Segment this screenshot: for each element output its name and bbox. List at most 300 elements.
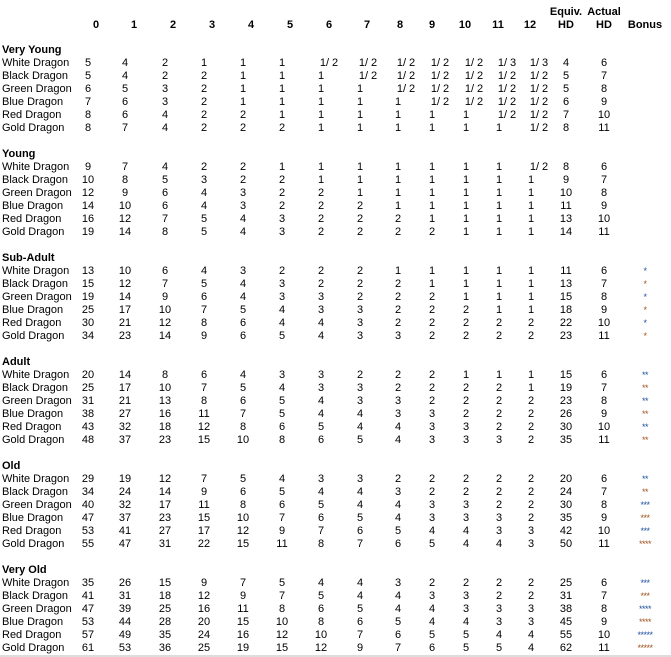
cell-value: 4 <box>239 213 247 225</box>
cell-value: 9 <box>200 577 208 589</box>
cell-value: 7 <box>121 161 129 173</box>
cell-value: 1 <box>527 278 535 290</box>
cell-value: 3 <box>317 304 325 316</box>
cell-value: 2 <box>278 174 286 186</box>
cell-value: 6 <box>200 369 208 381</box>
cell-value: 1/ 2 <box>497 96 517 108</box>
cell-value: 35 <box>81 577 95 589</box>
cell-value: 6 <box>428 642 436 654</box>
actual-hd-value: 7 <box>600 590 608 602</box>
cell-value: 4 <box>317 577 325 589</box>
cell-value: 2 <box>527 473 535 485</box>
row-label: Black Dragon <box>2 174 69 186</box>
cell-value: 4 <box>356 499 364 511</box>
cell-value: 15 <box>158 577 172 589</box>
cell-value: 47 <box>81 603 95 615</box>
cell-value: 2 <box>278 187 286 199</box>
cell-value: 3 <box>200 174 208 186</box>
column-header-bonus: Bonus <box>627 19 663 31</box>
cell-value: 9 <box>200 330 208 342</box>
cell-value: 2 <box>239 161 247 173</box>
cell-value: 5 <box>121 83 129 95</box>
cell-value: 3 <box>356 330 364 342</box>
cell-value: 3 <box>527 603 535 615</box>
cell-value: 1/ 2 <box>529 122 549 134</box>
cell-value: 2 <box>495 473 503 485</box>
equiv-hd-value: 55 <box>559 629 573 641</box>
cell-value: 10 <box>236 512 250 524</box>
cell-value: 3 <box>462 590 470 602</box>
cell-value: 3 <box>317 291 325 303</box>
cell-value: 4 <box>200 265 208 277</box>
cell-value: 2 <box>462 473 470 485</box>
cell-value: 8 <box>84 122 92 134</box>
cell-value: 5 <box>239 382 247 394</box>
cell-value: 3 <box>317 382 325 394</box>
cell-value: 5 <box>278 577 286 589</box>
cell-value: 31 <box>118 590 132 602</box>
cell-value: 17 <box>197 525 211 537</box>
cell-value: 6 <box>121 96 129 108</box>
cell-value: 5 <box>239 473 247 485</box>
actual-hd-value: 11 <box>598 226 610 238</box>
cell-value: 57 <box>81 629 95 641</box>
actual-hd-value: 9 <box>600 512 608 524</box>
row-label: Blue Dragon <box>2 96 64 108</box>
bonus-stars: ***** <box>637 630 653 640</box>
cell-value: 1 <box>317 83 325 95</box>
cell-value: 2 <box>495 499 503 511</box>
cell-value: 19 <box>81 291 95 303</box>
cell-value: 8 <box>84 109 92 121</box>
cell-value: 6 <box>239 486 247 498</box>
equiv-hd-value: 10 <box>559 187 573 199</box>
column-header-3: 3 <box>208 19 216 31</box>
cell-value: 2 <box>317 226 325 238</box>
section-title: Very Young <box>2 44 62 56</box>
cell-value: 2 <box>462 330 470 342</box>
cell-value: 4 <box>356 408 364 420</box>
cell-value: 41 <box>81 590 95 602</box>
column-header-0: 0 <box>92 19 100 31</box>
cell-value: 1/ 2 <box>430 83 450 95</box>
cell-value: 1 <box>394 187 402 199</box>
cell-value: 2 <box>394 213 402 225</box>
cell-value: 3 <box>356 395 364 407</box>
cell-value: 4 <box>356 590 364 602</box>
cell-value: 47 <box>118 538 132 550</box>
cell-value: 2 <box>394 226 402 238</box>
cell-value: 38 <box>81 408 95 420</box>
actual-hd-value: 6 <box>600 57 608 69</box>
cell-value: 1 <box>495 187 503 199</box>
cell-value: 8 <box>317 616 325 628</box>
actual-hd-value: 8 <box>600 187 608 199</box>
cell-value: 1 <box>527 265 535 277</box>
cell-value: 1/ 2 <box>358 57 378 69</box>
cell-value: 1 <box>462 278 470 290</box>
bonus-stars: * <box>643 305 647 315</box>
row-label: Red Dragon <box>2 213 62 225</box>
cell-value: 1 <box>239 70 247 82</box>
cell-value: 9 <box>356 642 364 654</box>
cell-value: 6 <box>239 395 247 407</box>
cell-value: 8 <box>278 434 286 446</box>
cell-value: 7 <box>161 278 169 290</box>
cell-value: 25 <box>158 603 172 615</box>
cell-value: 5 <box>428 538 436 550</box>
row-label: Red Dragon <box>2 421 62 433</box>
cell-value: 2 <box>428 369 436 381</box>
cell-value: 5 <box>356 434 364 446</box>
cell-value: 1/ 2 <box>529 96 549 108</box>
cell-value: 2 <box>495 330 503 342</box>
cell-value: 1/ 2 <box>497 109 517 121</box>
cell-value: 1 <box>462 369 470 381</box>
row-label: Gold Dragon <box>2 330 65 342</box>
cell-value: 1 <box>527 213 535 225</box>
cell-value: 17 <box>118 304 132 316</box>
cell-value: 21 <box>118 395 132 407</box>
cell-value: 5 <box>200 226 208 238</box>
section-title: Very Old <box>2 564 47 576</box>
row-label: Black Dragon <box>2 590 69 602</box>
cell-value: 6 <box>161 200 169 212</box>
cell-value: 14 <box>118 226 132 238</box>
cell-value: 1/ 2 <box>529 161 549 173</box>
cell-value: 11 <box>237 603 249 615</box>
cell-value: 1 <box>278 70 286 82</box>
actual-hd-value: 11 <box>598 330 610 342</box>
cell-value: 3 <box>278 291 286 303</box>
cell-value: 37 <box>118 512 132 524</box>
bonus-stars: **** <box>638 539 652 549</box>
actual-hd-value: 9 <box>600 408 608 420</box>
cell-value: 6 <box>394 629 402 641</box>
cell-value: 2 <box>428 330 436 342</box>
cell-value: 2 <box>462 395 470 407</box>
bonus-stars: * <box>643 266 647 276</box>
bonus-stars: ** <box>641 474 649 484</box>
cell-value: 3 <box>462 499 470 511</box>
cell-value: 2 <box>317 265 325 277</box>
cell-value: 31 <box>158 538 172 550</box>
cell-value: 4 <box>356 577 364 589</box>
cell-value: 1 <box>356 122 364 134</box>
cell-value: 5 <box>200 278 208 290</box>
cell-value: 1/ 2 <box>464 96 484 108</box>
bonus-stars: ** <box>641 487 649 497</box>
cell-value: 61 <box>81 642 95 654</box>
cell-value: 2 <box>462 486 470 498</box>
cell-value: 1 <box>278 161 286 173</box>
row-label: Gold Dragon <box>2 538 65 550</box>
cell-value: 7 <box>356 538 364 550</box>
bonus-stars: ** <box>641 370 649 380</box>
cell-value: 23 <box>158 434 172 446</box>
row-label: Gold Dragon <box>2 226 65 238</box>
cell-value: 1 <box>428 213 436 225</box>
cell-value: 4 <box>394 499 402 511</box>
cell-value: 4 <box>462 616 470 628</box>
cell-value: 1 <box>495 278 503 290</box>
cell-value: 1 <box>462 109 470 121</box>
cell-value: 5 <box>462 642 470 654</box>
column-header-2: 2 <box>169 19 177 31</box>
cell-value: 2 <box>394 382 402 394</box>
actual-hd-value: 10 <box>597 629 611 641</box>
cell-value: 1/ 3 <box>497 57 517 69</box>
cell-value: 3 <box>161 96 169 108</box>
cell-value: 10 <box>158 382 172 394</box>
cell-value: 2 <box>200 122 208 134</box>
cell-value: 7 <box>200 304 208 316</box>
cell-value: 1 <box>317 161 325 173</box>
cell-value: 11 <box>198 499 210 511</box>
cell-value: 2 <box>356 369 364 381</box>
equiv-hd-value: 23 <box>559 395 573 407</box>
actual-hd-value: 11 <box>598 434 610 446</box>
cell-value: 2 <box>356 278 364 290</box>
actual-hd-value: 9 <box>600 304 608 316</box>
cell-value: 7 <box>200 473 208 485</box>
cell-value: 18 <box>158 590 172 602</box>
equiv-hd-value: 13 <box>559 278 573 290</box>
cell-value: 48 <box>81 434 95 446</box>
row-label: Green Dragon <box>2 395 72 407</box>
cell-value: 4 <box>317 330 325 342</box>
actual-hd-value: 8 <box>600 395 608 407</box>
equiv-hd-value: 6 <box>562 96 570 108</box>
equiv-hd-value: 22 <box>559 317 573 329</box>
cell-value: 12 <box>158 317 172 329</box>
cell-value: 53 <box>81 525 95 537</box>
cell-value: 1 <box>428 265 436 277</box>
row-label: Green Dragon <box>2 83 72 95</box>
cell-value: 1 <box>356 161 364 173</box>
cell-value: 4 <box>278 304 286 316</box>
cell-value: 15 <box>81 278 95 290</box>
cell-value: 2 <box>200 109 208 121</box>
column-header-4: 4 <box>247 19 255 31</box>
column-header-equiv-hd: HD <box>558 19 574 31</box>
cell-value: 3 <box>428 421 436 433</box>
cell-value: 1 <box>495 174 503 186</box>
bonus-stars: *** <box>640 500 650 510</box>
bonus-stars: *** <box>640 578 650 588</box>
cell-value: 4 <box>428 603 436 615</box>
cell-value: 2 <box>356 291 364 303</box>
bonus-stars: ** <box>641 409 649 419</box>
cell-value: 7 <box>356 629 364 641</box>
cell-value: 1/ 2 <box>464 70 484 82</box>
equiv-hd-value: 7 <box>562 109 570 121</box>
cell-value: 4 <box>527 642 535 654</box>
cell-value: 6 <box>317 434 325 446</box>
cell-value: 2 <box>200 83 208 95</box>
actual-hd-value: 6 <box>600 473 608 485</box>
cell-value: 4 <box>462 525 470 537</box>
cell-value: 2 <box>278 265 286 277</box>
cell-value: 2 <box>495 590 503 602</box>
cell-value: 2 <box>428 304 436 316</box>
section-title: Sub-Adult <box>2 252 55 264</box>
equiv-hd-value: 35 <box>559 434 573 446</box>
cell-value: 4 <box>495 538 503 550</box>
cell-value: 9 <box>278 525 286 537</box>
cell-value: 2 <box>356 200 364 212</box>
cell-value: 2 <box>428 473 436 485</box>
cell-value: 4 <box>428 616 436 628</box>
actual-hd-value: 7 <box>600 382 608 394</box>
bonus-stars: *** <box>640 526 650 536</box>
cell-value: 4 <box>317 408 325 420</box>
cell-value: 4 <box>121 70 129 82</box>
cell-value: 1 <box>428 161 436 173</box>
cell-value: 4 <box>121 57 129 69</box>
cell-value: 3 <box>356 317 364 329</box>
cell-value: 2 <box>495 421 503 433</box>
column-header-12: 12 <box>523 19 537 31</box>
cell-value: 19 <box>81 226 95 238</box>
actual-hd-value: 7 <box>600 174 608 186</box>
cell-value: 5 <box>428 629 436 641</box>
cell-value: 14 <box>118 291 132 303</box>
cell-value: 6 <box>161 265 169 277</box>
cell-value: 1 <box>495 369 503 381</box>
cell-value: 12 <box>314 642 328 654</box>
cell-value: 1 <box>462 187 470 199</box>
cell-value: 25 <box>81 304 95 316</box>
column-header-7: 7 <box>363 19 371 31</box>
cell-value: 5 <box>495 642 503 654</box>
column-header-10: 10 <box>458 19 472 31</box>
actual-hd-value: 6 <box>600 161 608 173</box>
cell-value: 1 <box>428 200 436 212</box>
cell-value: 1 <box>495 213 503 225</box>
actual-hd-value: 6 <box>600 577 608 589</box>
equiv-hd-value: 50 <box>559 538 573 550</box>
cell-value: 3 <box>462 421 470 433</box>
cell-value: 4 <box>356 421 364 433</box>
cell-value: 4 <box>161 122 169 134</box>
bonus-stars: ** <box>641 422 649 432</box>
cell-value: 5 <box>317 590 325 602</box>
cell-value: 1 <box>462 226 470 238</box>
cell-value: 2 <box>239 109 247 121</box>
equiv-hd-value: 8 <box>562 161 570 173</box>
bonus-stars: ** <box>641 383 649 393</box>
bonus-stars: *** <box>640 591 650 601</box>
actual-hd-value: 10 <box>597 109 611 121</box>
cell-value: 1 <box>317 96 325 108</box>
cell-value: 1 <box>317 109 325 121</box>
cell-value: 2 <box>495 577 503 589</box>
cell-value: 1 <box>394 96 402 108</box>
cell-value: 16 <box>197 603 211 615</box>
cell-value: 3 <box>394 395 402 407</box>
row-label: Black Dragon <box>2 70 69 82</box>
cell-value: 4 <box>394 590 402 602</box>
bonus-stars: ** <box>641 396 649 406</box>
cell-value: 3 <box>428 434 436 446</box>
cell-value: 1 <box>495 226 503 238</box>
cell-value: 1 <box>462 200 470 212</box>
equiv-hd-value: 11 <box>560 265 572 277</box>
cell-value: 6 <box>317 512 325 524</box>
row-label: Green Dragon <box>2 291 72 303</box>
cell-value: 3 <box>278 278 286 290</box>
cell-value: 2 <box>161 70 169 82</box>
cell-value: 1/ 2 <box>396 57 416 69</box>
cell-value: 4 <box>394 421 402 433</box>
cell-value: 4 <box>394 512 402 524</box>
cell-value: 55 <box>81 538 95 550</box>
cell-value: 6 <box>239 317 247 329</box>
cell-value: 12 <box>275 629 289 641</box>
cell-value: 5 <box>239 304 247 316</box>
cell-value: 1/ 2 <box>529 83 549 95</box>
cell-value: 5 <box>84 70 92 82</box>
cell-value: 4 <box>394 434 402 446</box>
row-label: Gold Dragon <box>2 434 65 446</box>
cell-value: 5 <box>462 629 470 641</box>
cell-value: 1 <box>527 200 535 212</box>
cell-value: 6 <box>84 83 92 95</box>
cell-value: 32 <box>118 421 132 433</box>
cell-value: 4 <box>527 629 535 641</box>
cell-value: 3 <box>527 525 535 537</box>
cell-value: 11 <box>198 408 210 420</box>
cell-value: 1 <box>356 83 364 95</box>
column-header-9: 9 <box>428 19 436 31</box>
cell-value: 2 <box>527 499 535 511</box>
actual-hd-value: 8 <box>600 291 608 303</box>
cell-value: 37 <box>118 434 132 446</box>
cell-value: 2 <box>239 174 247 186</box>
cell-value: 1/ 2 <box>319 57 339 69</box>
cell-value: 1/ 2 <box>464 83 484 95</box>
equiv-hd-value: 23 <box>559 330 573 342</box>
cell-value: 1 <box>527 226 535 238</box>
cell-value: 3 <box>278 213 286 225</box>
cell-value: 1 <box>495 291 503 303</box>
cell-value: 1 <box>278 109 286 121</box>
cell-value: 5 <box>278 408 286 420</box>
equiv-hd-value: 42 <box>559 525 573 537</box>
cell-value: 3 <box>394 577 402 589</box>
cell-value: 1/ 2 <box>430 57 450 69</box>
row-label: Blue Dragon <box>2 408 64 420</box>
cell-value: 1 <box>495 265 503 277</box>
cell-value: 3 <box>428 499 436 511</box>
cell-value: 4 <box>317 317 325 329</box>
cell-value: 8 <box>161 369 169 381</box>
cell-value: 32 <box>118 499 132 511</box>
cell-value: 2 <box>317 213 325 225</box>
cell-value: 1 <box>428 187 436 199</box>
cell-value: 1 <box>527 187 535 199</box>
cell-value: 1/ 2 <box>497 70 517 82</box>
cell-value: 25 <box>81 382 95 394</box>
cell-value: 1 <box>428 122 436 134</box>
cell-value: 1 <box>495 304 503 316</box>
cell-value: 4 <box>200 187 208 199</box>
cell-value: 8 <box>278 603 286 615</box>
cell-value: 53 <box>118 642 132 654</box>
row-label: Black Dragon <box>2 382 69 394</box>
cell-value: 34 <box>81 486 95 498</box>
